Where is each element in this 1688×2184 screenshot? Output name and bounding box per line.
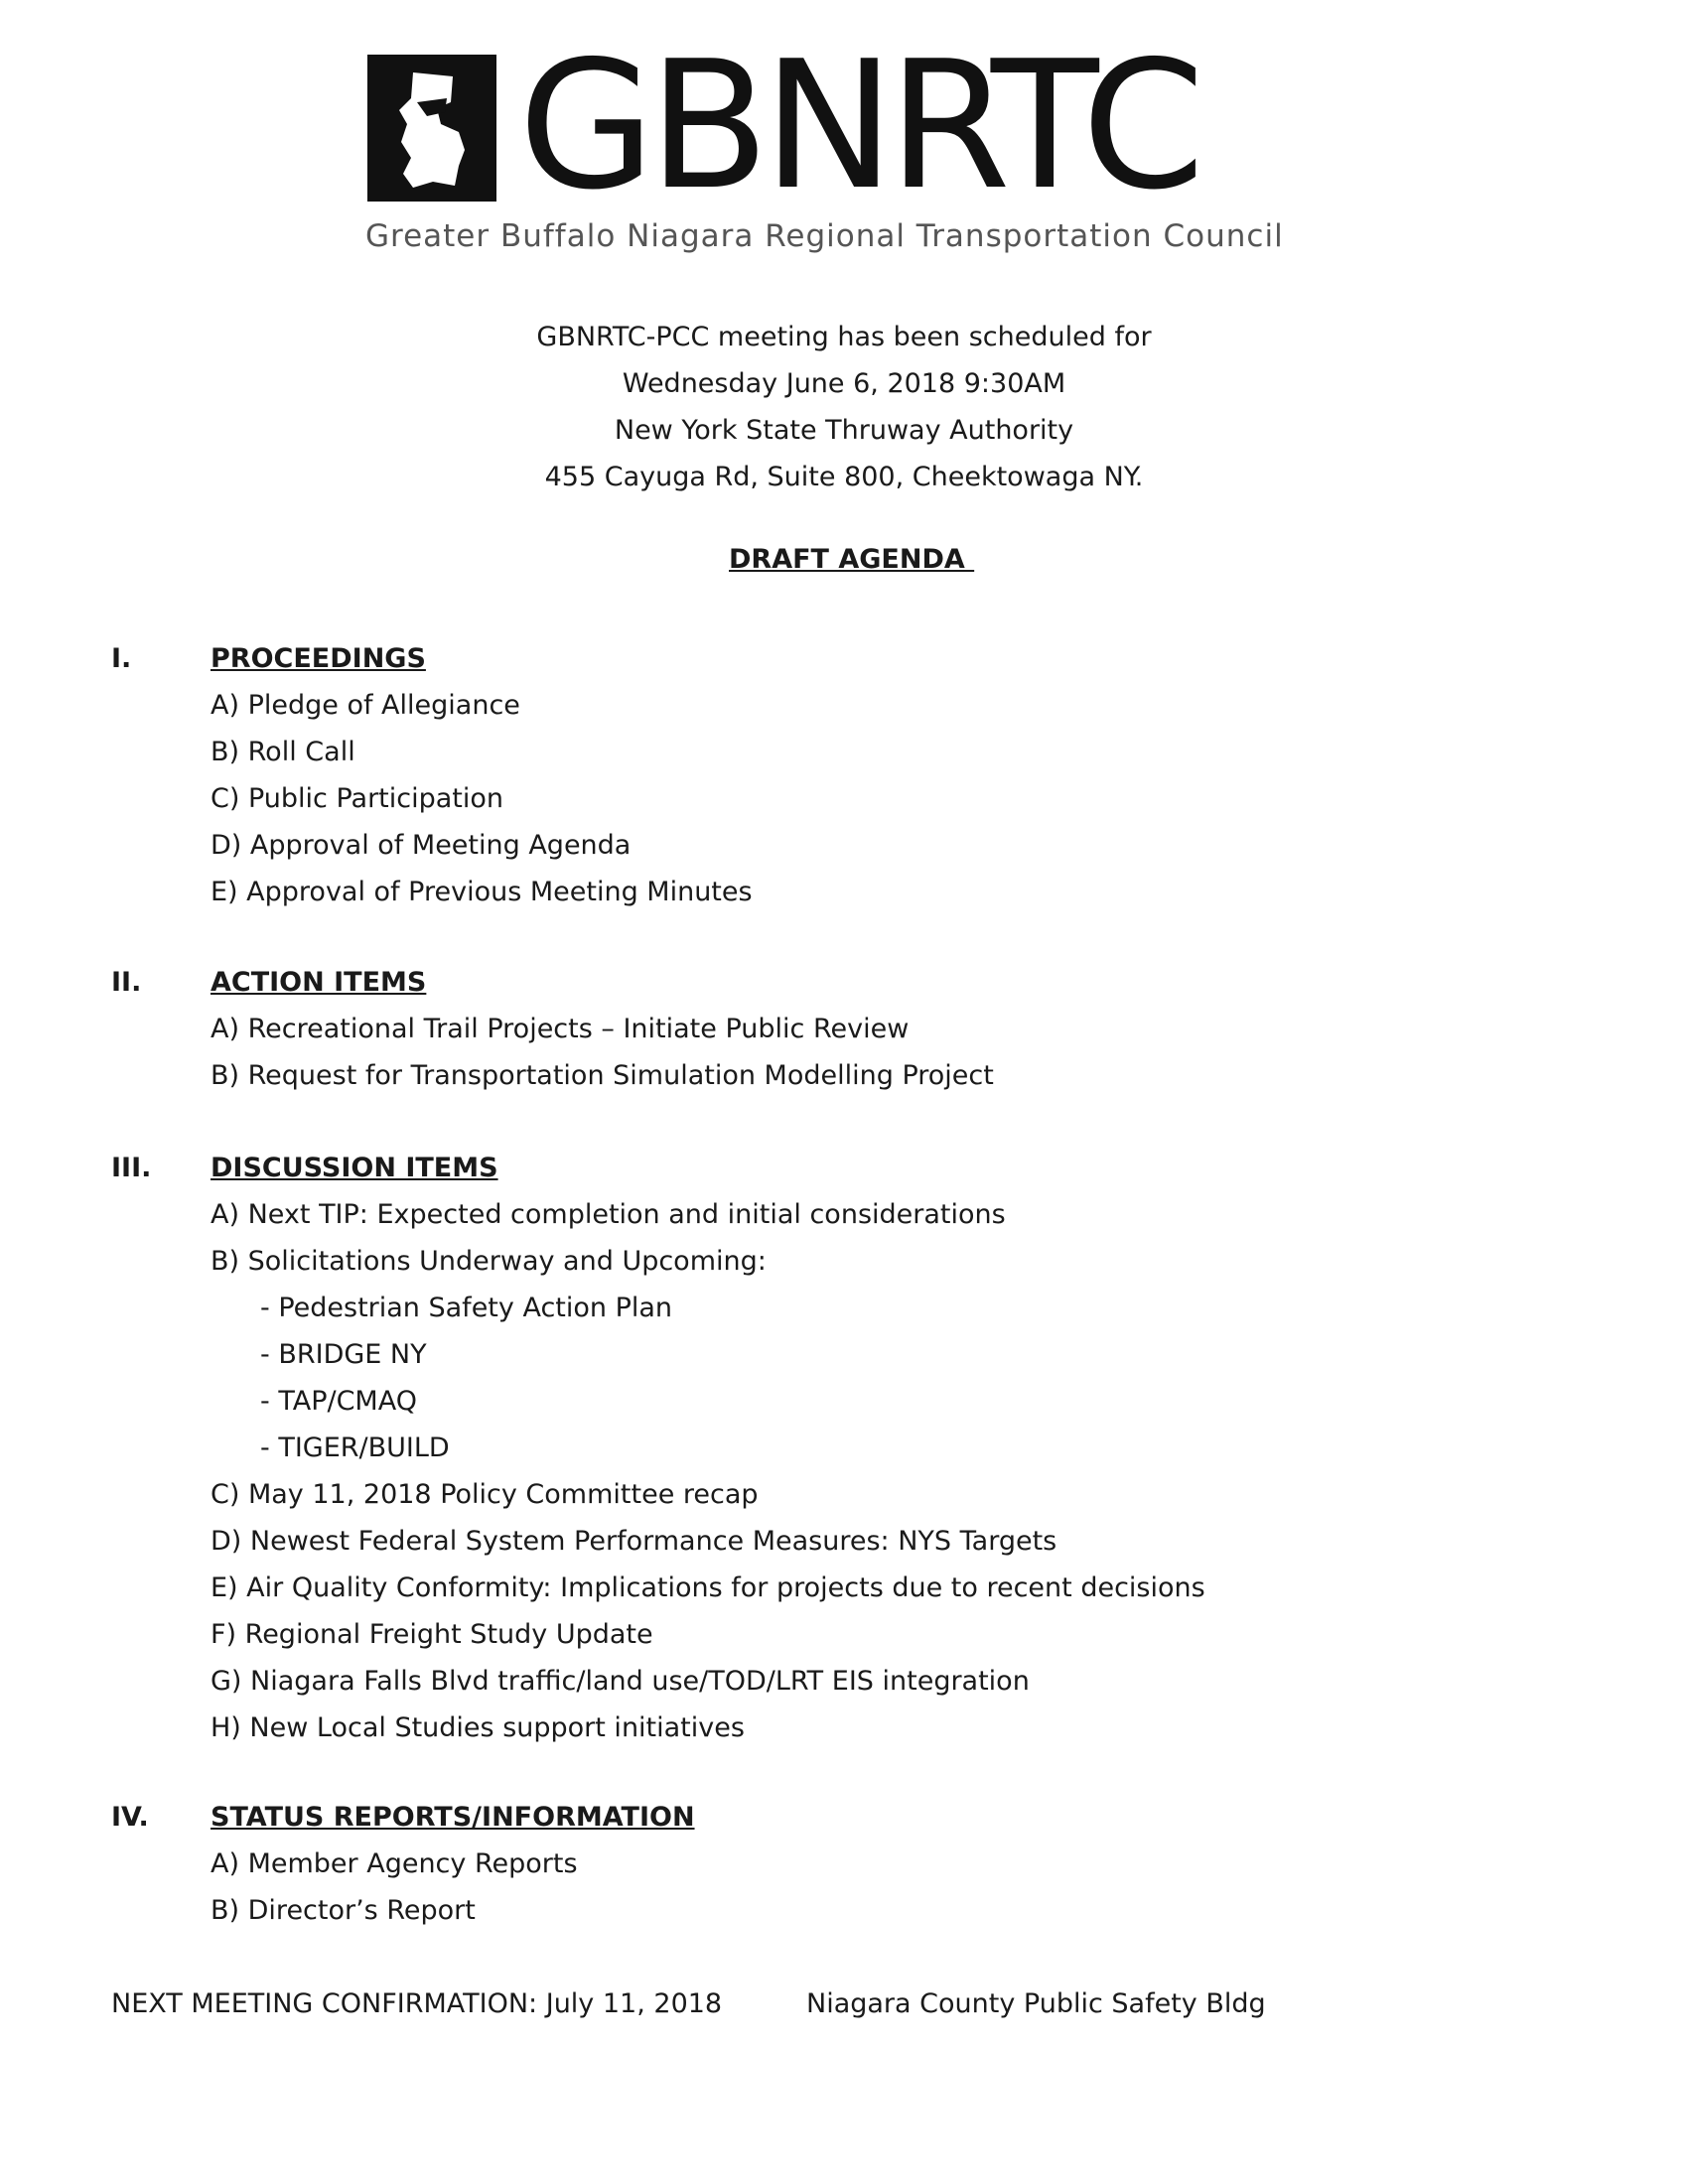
section-numeral: IV. (111, 1802, 149, 1833)
gbnrtc-logo (365, 23, 1316, 260)
section-heading: STATUS REPORTS/INFORMATION (211, 1802, 695, 1833)
meeting-info (0, 314, 1688, 500)
agenda-item: G) Niagara Falls Blvd traffic/land use/TOD/LRT EIS integration (211, 1666, 1030, 1697)
agenda-item: D) Newest Federal System Performance Measures: NYS Targets (211, 1526, 1057, 1557)
logo-tagline: Greater Buffalo Niagara Regional Transportation Council (365, 218, 1284, 254)
agenda-item: D) Approval of Meeting Agenda (211, 830, 632, 861)
agenda-item: H) New Local Studies support initiatives (211, 1712, 745, 1743)
agenda-subitem: - BRIDGE NY (260, 1339, 427, 1370)
agenda-item: B) Solicitations Underway and Upcoming: (211, 1246, 767, 1277)
agenda-item: C) May 11, 2018 Policy Committee recap (211, 1479, 759, 1510)
agenda-subitem: - TAP/CMAQ (260, 1386, 417, 1417)
section-items (211, 1006, 994, 1099)
section-numeral: I. (111, 643, 132, 674)
section-heading: ACTION ITEMS (211, 967, 427, 998)
section-items (211, 1841, 578, 1934)
section-numeral: III. (111, 1153, 152, 1183)
meeting-line-date: Wednesday June 6, 2018 9:30AM (622, 368, 1066, 399)
agenda-item: A) Recreational Trail Projects – Initiate Public Review (211, 1014, 910, 1044)
agenda-item: E) Air Quality Conformity: Implications for projects due to recent decisions (211, 1572, 1205, 1603)
logo-wordmark: GBNRTC (518, 23, 1198, 228)
agenda-item: C) Public Participation (211, 783, 504, 814)
section-items (211, 682, 753, 915)
agenda-item: E) Approval of Previous Meeting Minutes (211, 877, 753, 907)
agenda-item: A) Pledge of Allegiance (211, 690, 520, 721)
agenda-item: B) Request for Transportation Simulation Modelling Project (211, 1060, 994, 1091)
section-heading: DISCUSSION ITEMS (211, 1153, 498, 1183)
agenda-item: B) Roll Call (211, 737, 355, 767)
meeting-line-schedule: GBNRTC-PCC meeting has been scheduled for (536, 322, 1152, 352)
agenda-item: B) Director’s Report (211, 1895, 476, 1926)
next-meeting-confirmation: NEXT MEETING CONFIRMATION: July 11, 2018 (111, 1988, 723, 2019)
region-map-logo-icon (367, 55, 496, 202)
agenda-item: A) Member Agency Reports (211, 1848, 578, 1879)
agenda-item: A) Next TIP: Expected completion and initial considerations (211, 1199, 1006, 1230)
agenda-item: F) Regional Freight Study Update (211, 1619, 653, 1650)
meeting-line-venue: New York State Thruway Authority (614, 415, 1074, 446)
section-heading: PROCEEDINGS (211, 643, 426, 674)
section-numeral: II. (111, 967, 142, 998)
agenda-title: DRAFT AGENDA (729, 544, 975, 575)
section-items (211, 1191, 1205, 1751)
meeting-line-address: 455 Cayuga Rd, Suite 800, Cheektowaga NY. (544, 462, 1144, 492)
next-meeting-location: Niagara County Public Safety Bldg (806, 1988, 1266, 2019)
agenda-subitem: - Pedestrian Safety Action Plan (260, 1293, 673, 1323)
agenda-subitem: - TIGER/BUILD (260, 1433, 450, 1463)
